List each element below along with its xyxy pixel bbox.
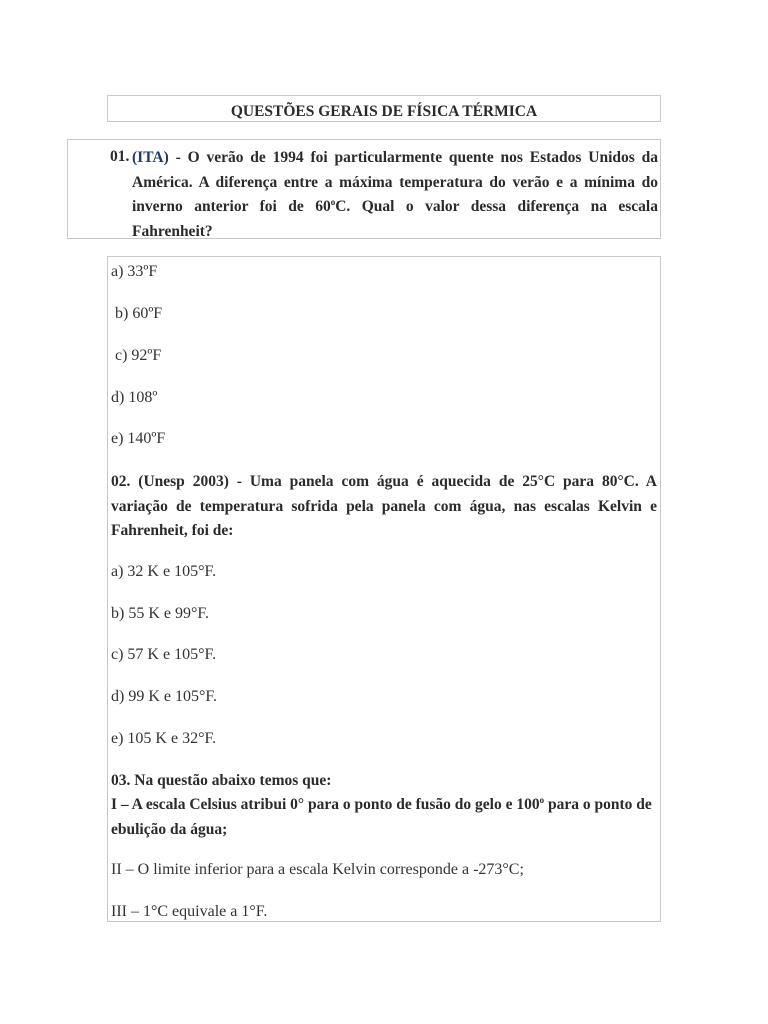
degree-superscript: o	[330, 196, 336, 207]
question-1-text-part2: C. Qual o valor dessa diferença na escala Fahrenheit?	[132, 198, 658, 240]
question-1-source: (ITA)	[132, 149, 169, 166]
q2-option-b: b) 55 K e 99°F.	[111, 605, 209, 622]
q1-option-c: c) 92ºF	[111, 347, 162, 364]
q1-option-d: d) 108º	[111, 389, 158, 406]
question-3-heading: 03. Na questão abaixo temos que:	[111, 772, 332, 789]
question-1-text-part1: - O verão de 1994 foi particularmente quente nos Estados Unidos da América. A diferença entre a máxima temperatura do verão e a mínima do inverno anterior foi de 60	[132, 149, 658, 215]
question-1-text	[132, 146, 658, 244]
q1-option-b: b) 60ºF	[111, 305, 163, 322]
q2-option-e: e) 105 K e 32°F.	[111, 730, 217, 747]
question-3-item-i	[111, 793, 657, 842]
question-3-item-ii: II – O limite inferior para a escala Kelvin corresponde a -273°C;	[111, 861, 524, 878]
question-1-box	[67, 139, 661, 239]
item-i-part2: para o ponto de ebulição da água;	[111, 796, 652, 838]
question-1-number: 01.	[110, 148, 130, 165]
q1-option-a: a) 33ºF	[111, 263, 158, 280]
item-i-part1: I – A escala Celsius atribui 0° para o ponto de fusão do gelo e 100	[111, 796, 540, 813]
question-3-item-iii: III – 1°C equivale a 1°F.	[111, 903, 268, 920]
q2-option-d: d) 99 K e 105°F.	[111, 688, 217, 705]
degree-superscript: o	[539, 794, 545, 805]
title-box	[107, 95, 661, 122]
question-2-text: 02. (Unesp 2003) - Uma panela com água é aquecida de 25°C para 80°C. A variação de temperatura sofrida pela panela com água, nas escalas Kelvin e Fahrenheit, foi de:	[111, 473, 657, 539]
questions-box	[107, 256, 661, 922]
document-title: QUESTÕES GERAIS DE FÍSICA TÉRMICA	[230, 103, 538, 120]
q2-option-a: a) 32 K e 105°F.	[111, 563, 217, 580]
q2-option-c: c) 57 K e 105°F.	[111, 646, 217, 663]
q1-option-e: e) 140ºF	[111, 430, 166, 447]
